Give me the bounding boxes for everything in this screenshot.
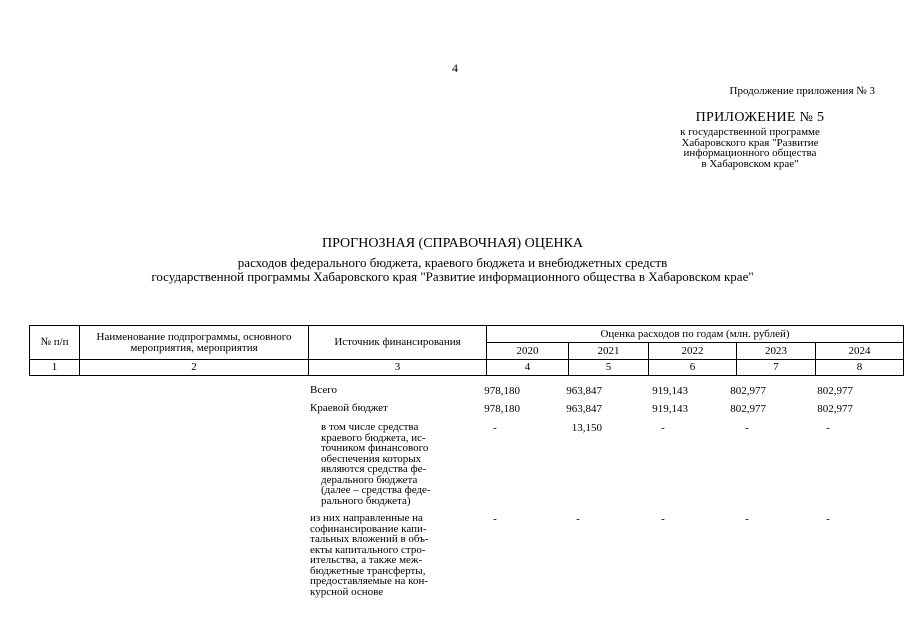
header-year: 2023 (737, 343, 816, 360)
header-source: Источник финансирования (309, 326, 487, 360)
source-total: Всего (310, 384, 337, 396)
column-number: 6 (649, 360, 737, 376)
document-subtitle (0, 256, 905, 284)
source-line: из них направленные на (310, 512, 423, 524)
source-line: рального бюджета) (321, 494, 411, 507)
value-cell: 963,847 (566, 403, 602, 415)
source-line: ительства, а также меж- (310, 554, 423, 566)
header-year: 2020 (487, 343, 569, 360)
source-line: екты капитального стро- (310, 543, 426, 556)
column-number: 8 (816, 360, 904, 376)
value-cell: 978,180 (484, 403, 520, 415)
appendix-subtitle (655, 127, 845, 169)
value-cell: - (745, 422, 749, 434)
column-number: 3 (309, 360, 487, 376)
header-year: 2021 (569, 343, 649, 360)
subtitle-line: государственной программы Хабаровского края "Развитие информационного общества в Хабаровском крае" (151, 269, 754, 284)
value-cell: - (745, 513, 749, 525)
source-line: (далее – средства феде- (321, 484, 431, 496)
value-cell: 802,977 (817, 403, 853, 415)
header-year: 2024 (816, 343, 904, 360)
page-number: 4 (452, 61, 458, 75)
continuation-note: Продолжение приложения № 3 (729, 85, 875, 97)
estimate-table-header (29, 325, 904, 376)
value-cell: - (493, 422, 497, 434)
appendix-line: к государственной программе (680, 126, 820, 138)
appendix-line: в Хабаровском крае" (701, 157, 799, 170)
value-cell: - (576, 513, 580, 525)
source-line: обеспечения которых (321, 452, 422, 465)
appendix-line: Хабаровского края "Развитие (681, 136, 819, 149)
source-line: краевого бюджета, ис- (321, 431, 426, 444)
value-cell: 919,143 (652, 385, 688, 397)
column-number: 2 (80, 360, 309, 376)
subtitle-line: расходов федерального бюджета, краевого бюджета и внебюджетных средств (237, 255, 668, 270)
value-cell: 963,847 (566, 385, 602, 397)
source-line: являются средства фе- (321, 463, 427, 475)
source-line: софинансирование капи- (310, 522, 427, 535)
value-cell: 802,977 (730, 403, 766, 415)
header-estimate: Оценка расходов по годам (млн. рублей) (487, 326, 904, 343)
source-line: дерального бюджета (321, 473, 418, 486)
column-number: 5 (569, 360, 649, 376)
source-federal-share (321, 422, 431, 506)
header-name: Наименование подпрограммы, основного мероприятия, мероприятия (80, 326, 309, 360)
source-line: тальных вложений в объ- (310, 533, 429, 545)
column-number: 1 (30, 360, 80, 376)
source-cofinancing (310, 513, 429, 597)
appendix-line: информационного общества (683, 147, 817, 159)
value-cell: - (826, 513, 830, 525)
column-number: 7 (737, 360, 816, 376)
source-line: бюджетные трансферты, (310, 564, 426, 577)
value-cell: 802,977 (730, 385, 766, 397)
source-line: курсной основе (310, 585, 384, 598)
source-line: точником финансового (321, 442, 429, 454)
appendix-title: ПРИЛОЖЕНИЕ № 5 (695, 110, 825, 125)
value-cell: 13,150 (571, 422, 602, 434)
header-num: № п/п (30, 326, 80, 360)
value-cell: - (493, 513, 497, 525)
value-cell: 802,977 (817, 385, 853, 397)
source-line: в том числе средства (321, 421, 419, 433)
header-year: 2022 (649, 343, 737, 360)
value-cell: 919,143 (652, 403, 688, 415)
source-regional: Краевой бюджет (310, 402, 388, 414)
column-number: 4 (487, 360, 569, 376)
value-cell: - (661, 513, 665, 525)
document-title: ПРОГНОЗНАЯ (СПРАВОЧНАЯ) ОЦЕНКА (321, 236, 584, 251)
value-cell: - (826, 422, 830, 434)
value-cell: - (661, 422, 665, 434)
source-line: предоставляемые на кон- (310, 575, 429, 587)
value-cell: 978,180 (484, 385, 520, 397)
